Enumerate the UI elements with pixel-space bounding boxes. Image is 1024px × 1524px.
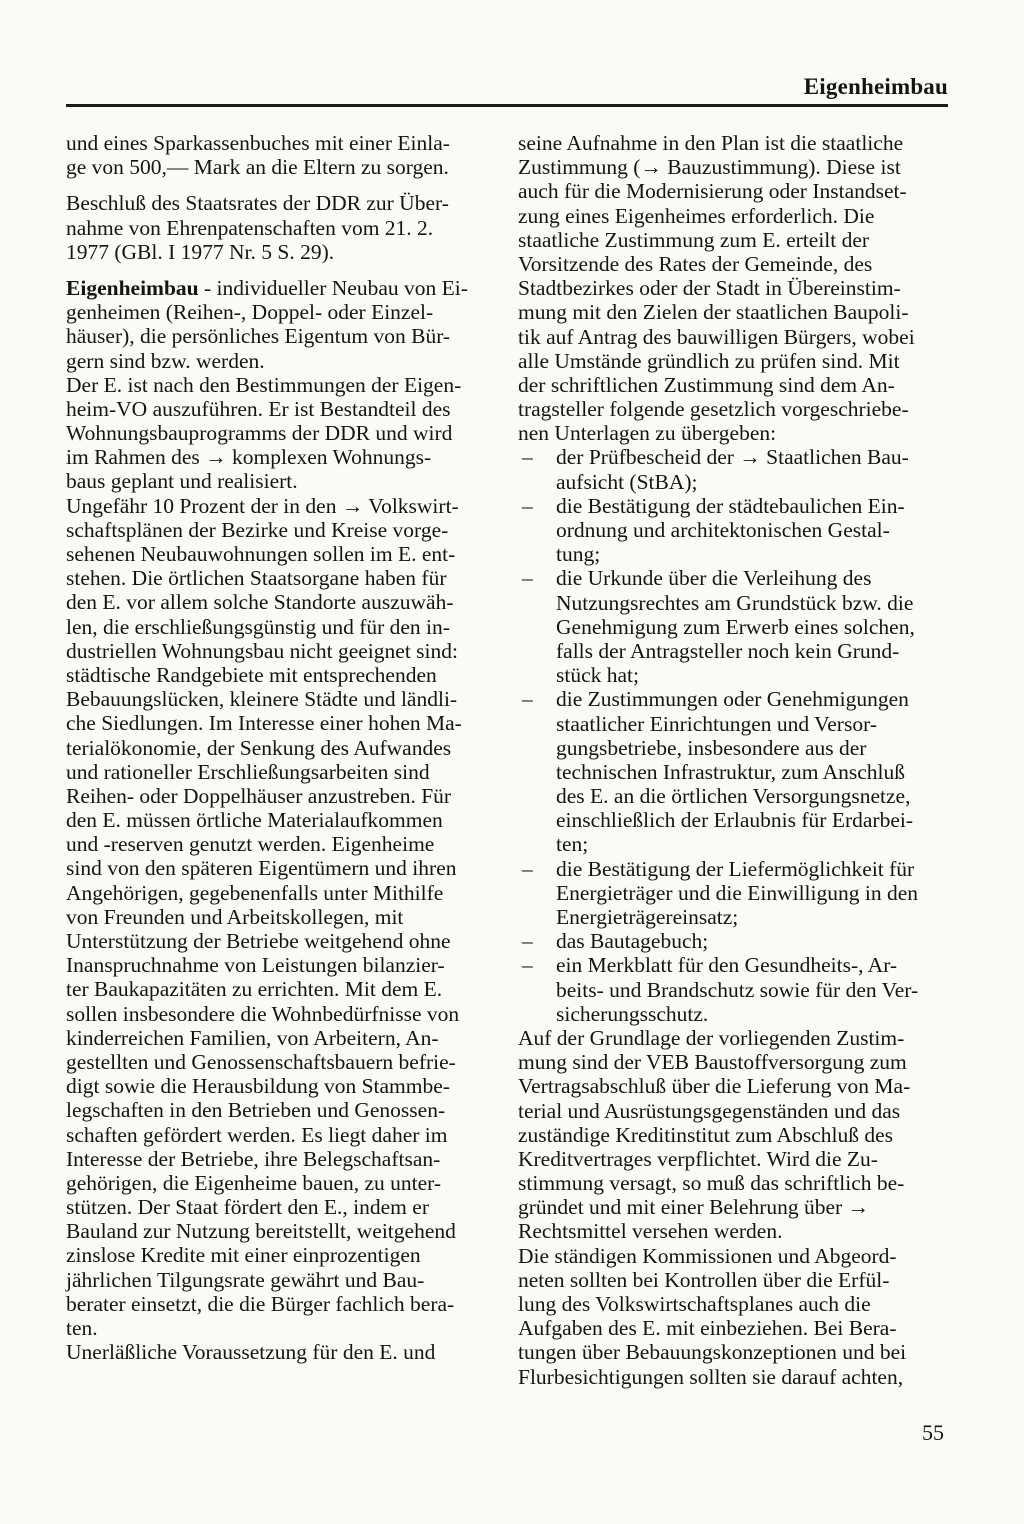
right-column xyxy=(518,131,950,1389)
text-line: Flurbesichtigungen sollten sie darauf achten, xyxy=(518,1364,904,1389)
text-line: tik auf Antrag des bauwilligen Bürgers, wobei xyxy=(518,324,915,349)
text-line: Interesse der Betriebe, ihre Belegschaftsan- xyxy=(66,1146,441,1171)
paragraph-continuation xyxy=(66,131,491,179)
text-line: Nutzungsrechtes am Grundstück bzw. die xyxy=(556,590,914,615)
text-line: legschaften in den Betrieben und Genossen- xyxy=(66,1098,446,1123)
list-item xyxy=(518,953,950,1026)
text-line: Die ständigen Kommissionen und Abgeord- xyxy=(518,1243,897,1268)
list-bullet: – xyxy=(522,953,533,978)
text-line: von Freunden und Arbeitskollegen, mit xyxy=(66,904,404,929)
text-line: einschließlich der Erlaubnis für Erdarbei- xyxy=(556,808,913,833)
text-line: Unterstützung der Betriebe weitgehend ohne xyxy=(66,929,451,953)
text-line: ein Merkblatt für den Gesundheits-, Ar- xyxy=(556,953,898,978)
text-line: Stadtbezirkes oder der Stadt in Übereinstim- xyxy=(518,276,901,301)
text-line: lung des Volkswirtschaftsplanes auch die xyxy=(518,1292,871,1317)
text-line: heim-VO auszuführen. Er ist Bestandteil des xyxy=(66,396,451,421)
text-line: der Prüfbescheid der → Staatlichen Bau- xyxy=(556,445,909,470)
paragraph-source-reference xyxy=(66,191,491,264)
text-line: stück hat; xyxy=(556,663,639,688)
list-item xyxy=(518,687,950,856)
text-line: Energieträgereinsatz; xyxy=(556,905,739,929)
text-line: baus geplant und realisiert. xyxy=(66,469,298,494)
entry-lemma-definition: - individueller Neubau von Ei- xyxy=(198,275,468,300)
text-line: digt sowie die Herausbildung von Stammbe- xyxy=(66,1074,450,1099)
text-line: 1977 (GBl. I 1977 Nr. 5 S. 29). xyxy=(66,239,335,264)
text-line: gungsbetriebe, insbesondere aus der xyxy=(556,735,867,760)
list-item-text xyxy=(556,929,708,953)
list-item-text xyxy=(556,953,918,1026)
list-item xyxy=(518,445,950,493)
left-column xyxy=(66,131,491,1364)
text-line: Ungefähr 10 Prozent der in den → Volkswirt- xyxy=(66,493,459,518)
text-line: Angehörigen, gegebenenfalls unter Mithilfe xyxy=(66,880,444,905)
text-line: die Urkunde über die Verleihung des xyxy=(556,566,872,591)
text-line: kinderreichen Familien, von Arbeitern, An- xyxy=(66,1025,439,1050)
text-line: Vorsitzende des Rates der Gemeinde, des xyxy=(518,251,873,276)
running-header xyxy=(66,72,948,107)
text-line: beits- und Brandschutz sowie für den Ver- xyxy=(556,977,919,1002)
text-line: Bebauungslücken, kleinere Städte und ländli- xyxy=(66,687,458,712)
text-line: sicherungsschutz. xyxy=(556,1001,709,1026)
text-line: sehenen Neubauwohnungen sollen im E. ent- xyxy=(66,542,456,566)
document-list xyxy=(518,445,950,1026)
text-line: die Bestätigung der städtebaulichen Ein- xyxy=(556,493,905,518)
text-line: mung mit den Zielen der staatlichen Baupoli- xyxy=(518,300,909,325)
text-line: zung eines Eigenheimes erforderlich. Die xyxy=(518,203,875,228)
list-bullet: – xyxy=(522,687,533,712)
text-line: städtische Randgebiete mit entsprechenden xyxy=(66,662,437,687)
list-bullet: – xyxy=(522,856,533,881)
list-item xyxy=(518,566,950,687)
text-line: terial und Ausrüstungsgegenständen und das xyxy=(518,1098,901,1123)
text-line: häuser), die persönliches Eigentum von Bür- xyxy=(66,324,451,349)
text-line: che Siedlungen. Im Interesse einer hohen Ma- xyxy=(66,711,462,736)
text-line: und rationeller Erschließungsarbeiten sind xyxy=(66,759,430,784)
text-line: stimmung versagt, so muß das schriftlich be- xyxy=(518,1171,905,1196)
text-line: gründet und mit einer Belehrung über → xyxy=(518,1195,870,1220)
text-line: auch für die Modernisierung oder Instandset- xyxy=(518,179,907,204)
list-item xyxy=(518,929,950,953)
text-line: aufsicht (StBA); xyxy=(556,469,698,494)
text-line: Energieträger und die Einwilligung in den xyxy=(556,880,919,905)
text-line: Beschluß des Staatsrates der DDR zur Über- xyxy=(66,191,449,216)
list-item-text xyxy=(556,566,915,687)
text-line: zinslose Kredite mit einer einprozentigen xyxy=(66,1243,421,1268)
text-line: die Bestätigung der Liefermöglichkeit für xyxy=(556,856,915,881)
text-line: Rechtsmittel versehen werden. xyxy=(518,1219,783,1244)
text-line: mung sind der VEB Baustoffversorgung zum xyxy=(518,1050,907,1075)
text-line: sollen insbesondere die Wohnbedürfnisse von xyxy=(66,1001,460,1026)
list-bullet: – xyxy=(522,929,533,954)
text-line: jährlichen Tilgungsrate gewährt und Bau- xyxy=(66,1267,425,1292)
list-item-text xyxy=(556,494,905,567)
text-line: nahme von Ehrenpatenschaften vom 21. 2. xyxy=(66,215,434,240)
text-line: staatliche Zustimmung zum E. erteilt der xyxy=(518,227,870,252)
paragraph-outro xyxy=(518,1026,950,1389)
text-line: sind von den späteren Eigentümern und ihren xyxy=(66,856,457,881)
text-line: Vertragsabschluß über die Lieferung von Ma- xyxy=(518,1074,911,1099)
list-bullet: – xyxy=(522,445,533,470)
text-line: Der E. ist nach den Bestimmungen der Eigen- xyxy=(66,372,462,397)
text-line: im Rahmen des → komplexen Wohnungs- xyxy=(66,445,432,470)
text-line: staatlicher Einrichtungen und Versor- xyxy=(556,711,877,736)
text-line: gern sind bzw. werden. xyxy=(66,348,265,373)
list-bullet: – xyxy=(522,566,533,591)
text-line: Unerläßliche Voraussetzung für den E. und xyxy=(66,1340,436,1365)
text-line: Zustimmung (→ Bauzustimmung). Diese ist xyxy=(518,155,901,180)
list-item xyxy=(518,857,950,930)
text-line: den E. müssen örtliche Materialaufkommen xyxy=(66,808,443,833)
text-line: alle Umstände gründlich zu prüfen sind. Mit xyxy=(518,348,900,373)
text-line: stützen. Der Staat fördert den E., indem er xyxy=(66,1195,429,1220)
text-line: und eines Sparkassenbuches mit einer Einla- xyxy=(66,131,450,155)
text-line: ge von 500,— Mark an die Eltern zu sorgen. xyxy=(66,155,449,180)
text-line: tragsteller folgende gesetzlich vorgeschriebe- xyxy=(518,397,909,422)
text-line: der schriftlichen Zustimmung sind dem An- xyxy=(518,372,895,397)
text-line: Kreditvertrages verpflichtet. Wird die Zu- xyxy=(518,1146,878,1171)
text-line: des E. an die örtlichen Versorgungsnetze, xyxy=(556,784,911,809)
text-line: und -reserven genutzt werden. Eigenheime xyxy=(66,832,435,857)
text-line: berater einsetzt, die die Bürger fachlich bera- xyxy=(66,1291,455,1316)
text-line: Wohnungsbauprogramms der DDR und wird xyxy=(66,421,453,446)
text-line: falls der Antragsteller noch kein Grund- xyxy=(556,638,900,663)
text-line: Aufgaben des E. mit einbeziehen. Bei Bera- xyxy=(518,1316,897,1341)
text-line: die Zustimmungen oder Genehmigungen xyxy=(556,687,909,712)
list-item xyxy=(518,494,950,567)
header-title: Eigenheimbau xyxy=(803,74,948,99)
text-line: den E. vor allem solche Standorte auszuwäh- xyxy=(66,590,454,615)
text-line: schaftsplänen der Bezirke und Kreise vorge- xyxy=(66,517,449,542)
text-line: das Bautagebuch; xyxy=(556,929,709,954)
text-line: zuständige Kreditinstitut zum Abschluß des xyxy=(518,1122,894,1147)
text-line: tung; xyxy=(556,542,601,567)
text-line: Bauland zur Nutzung bereitstellt, weitgehend xyxy=(66,1219,456,1244)
text-line: gestellten und Genossenschaftsbauern befrie- xyxy=(66,1049,456,1074)
entry-eigenheimbau xyxy=(66,276,491,1364)
text-line: seine Aufnahme in den Plan ist die staatliche xyxy=(518,131,904,155)
list-item-text xyxy=(556,445,909,493)
text-line: nen Unterlagen zu übergeben: xyxy=(518,421,777,446)
list-item-text xyxy=(556,857,918,930)
text-line: ordnung und architektonischen Gestal- xyxy=(556,518,890,542)
list-bullet: – xyxy=(522,493,533,518)
text-line: schaften gefördert werden. Es liegt daher im xyxy=(66,1122,448,1147)
text-line: ten; xyxy=(556,832,589,857)
paragraph-intro xyxy=(518,131,950,445)
text-line: technischen Infrastruktur, zum Anschluß xyxy=(556,759,906,784)
text-line: genheimen (Reihen-, Doppel- oder Einzel- xyxy=(66,300,434,325)
text-line: ter Baukapazitäten zu errichten. Mit dem E. xyxy=(66,977,443,1002)
text-line: gehörigen, die Eigenheime bauen, zu unter- xyxy=(66,1170,442,1195)
text-line: Auf der Grundlage der vorliegenden Zustim- xyxy=(518,1025,905,1050)
entry-lemma: Eigenheimbau xyxy=(66,275,199,300)
text-line: Genehmigung zum Erwerb eines solchen, xyxy=(556,614,915,639)
text-line: ten. xyxy=(66,1316,98,1340)
text-line: tungen über Bebauungskonzeptionen und bei xyxy=(518,1340,907,1365)
text-line: neten sollten bei Kontrollen über die Erfül- xyxy=(518,1267,890,1292)
text-line: len, die erschließungsgünstig und für den in- xyxy=(66,614,450,639)
list-item-text xyxy=(556,687,913,856)
text-line: Reihen- oder Doppelhäuser anzustreben. Für xyxy=(66,783,452,808)
text-line: terialökonomie, der Senkung des Aufwandes xyxy=(66,735,452,760)
text-line: dustriellen Wohnungsbau nicht geeignet sind: xyxy=(66,638,458,663)
page-number: 55 xyxy=(922,1420,944,1445)
text-line: stehen. Die örtlichen Staatsorgane haben für xyxy=(66,566,447,591)
entry-first-line xyxy=(66,276,491,300)
text-line: Inanspruchnahme von Leistungen bilanzier- xyxy=(66,953,445,978)
